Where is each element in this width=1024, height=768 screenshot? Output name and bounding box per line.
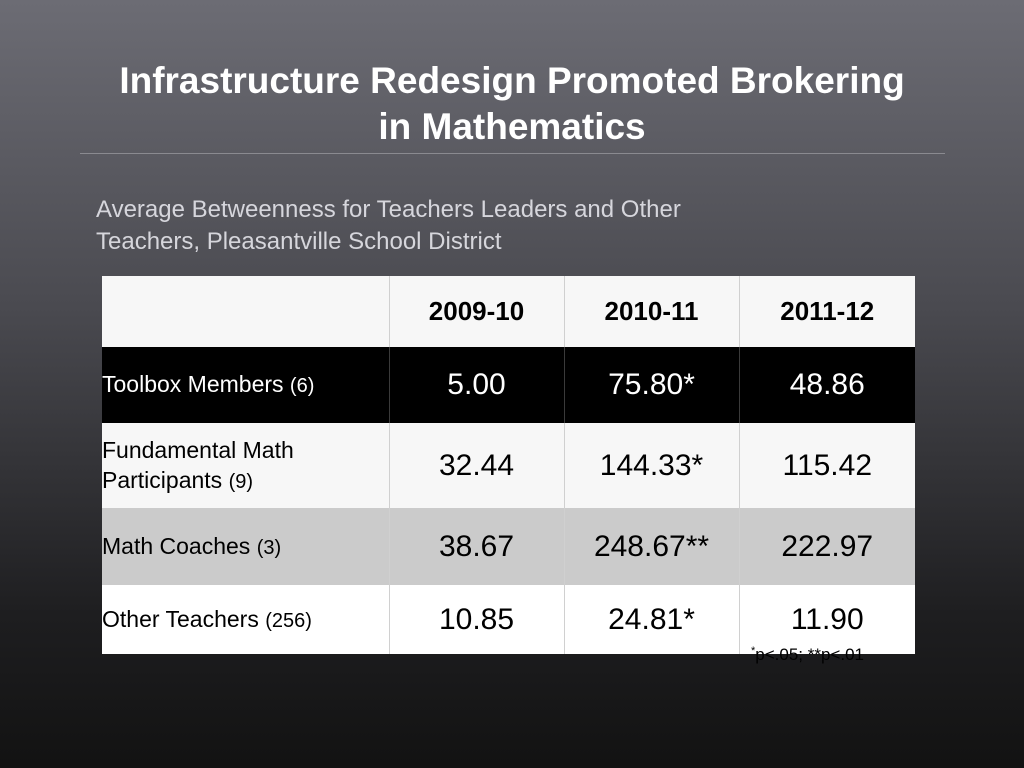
header-cell-2009-10: 2009-10: [389, 276, 564, 347]
table-cell: 38.67: [389, 508, 564, 585]
table-cell: 248.67**: [564, 508, 739, 585]
table-cell: 75.80*: [564, 347, 739, 423]
table-cell: 5.00: [389, 347, 564, 423]
table-cell: 10.85: [389, 585, 564, 654]
footnote-text: p<.05; **p<.01: [755, 645, 864, 664]
table-cell: 115.42: [782, 448, 873, 482]
table-header-row: [102, 276, 915, 347]
table-cell: 222.97: [781, 529, 874, 563]
footnote-marker: *: [751, 645, 756, 657]
title-line-2: in Mathematics: [378, 106, 646, 147]
table-row-fundamental-math: [102, 423, 915, 508]
row-label-text: Toolbox Members: [102, 371, 284, 397]
table-cell: 11.90: [790, 602, 864, 636]
row-label-text: Other Teachers: [102, 605, 259, 632]
row-label: [102, 347, 389, 423]
row-count: (3): [256, 536, 282, 559]
row-label-text-line-1: Fundamental Math: [102, 436, 294, 463]
table-cell: 144.33*: [564, 423, 739, 508]
row-count: (256): [265, 609, 312, 632]
caption-line-2: Teachers, Pleasantville School District: [96, 228, 502, 255]
row-label: [102, 508, 389, 585]
header-cell-2011-12: 2011-12: [780, 296, 875, 326]
slide-title: [60, 58, 964, 150]
header-cell-2010-11: 2010-11: [564, 276, 739, 347]
header-cell-empty: [102, 276, 389, 347]
row-label-text-line-2: Participants: [102, 466, 223, 493]
table-caption: [96, 194, 856, 258]
title-divider: [80, 153, 945, 154]
betweenness-table: [102, 276, 915, 654]
row-count: (6): [289, 375, 315, 397]
row-label: [102, 585, 389, 654]
row-count: (9): [228, 470, 254, 493]
table-cell: 24.81*: [564, 585, 739, 654]
row-label: [102, 423, 389, 508]
row-label-text: Math Coaches: [102, 532, 251, 559]
significance-footnote: [751, 640, 864, 666]
caption-line-1: Average Betweenness for Teachers Leaders and Other: [96, 196, 681, 223]
table-cell: 32.44: [389, 423, 564, 508]
table-cell: 48.86: [789, 368, 865, 401]
table-row-toolbox-members: [102, 347, 915, 423]
table-row-math-coaches: [102, 508, 915, 585]
title-line-1: Infrastructure Redesign Promoted Brokering: [119, 60, 905, 101]
